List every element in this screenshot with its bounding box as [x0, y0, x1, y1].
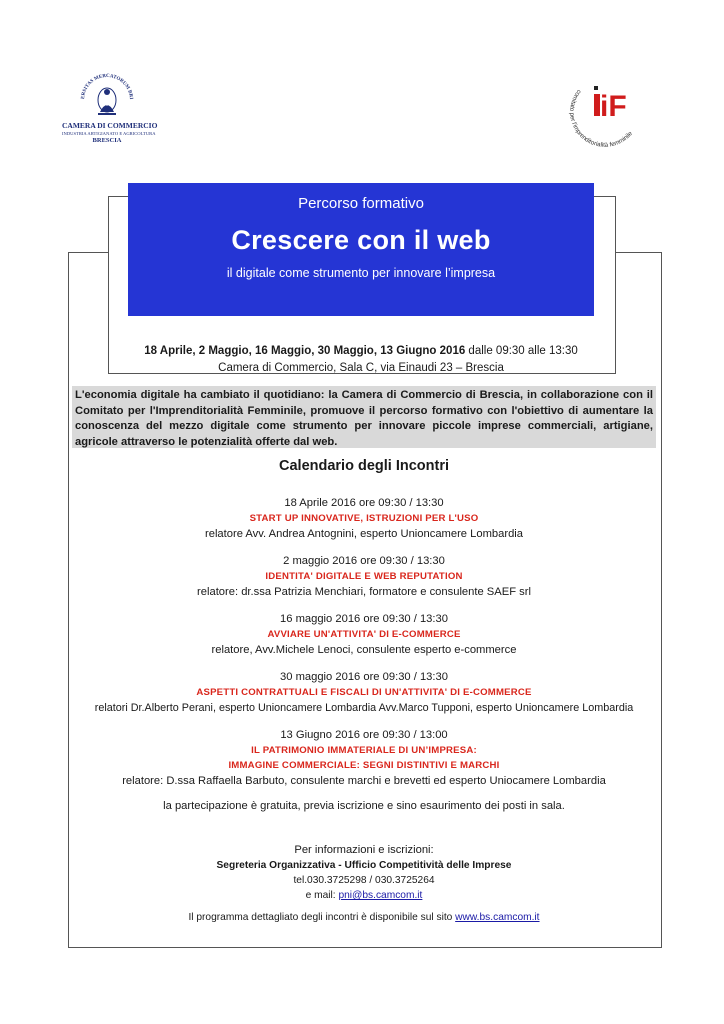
logo-line-3: BRESCIA	[92, 137, 122, 144]
event-title-line-2: IMMAGINE COMMERCIALE: SEGNI DISTINTIVI E MARCHI	[228, 760, 500, 771]
event-speaker: relatori Dr.Alberto Perani, esperto Unioncamere Lombardia Avv.Marco Tupponi, esperto Unioncamere Lombardia	[94, 702, 634, 714]
event-date: 18 Aprile 2016 ore 09:30 / 13:30	[284, 497, 444, 509]
event-date: 30 maggio 2016 ore 09:30 / 13:30	[280, 671, 448, 683]
banner-title: Crescere con il web	[231, 225, 491, 255]
email-link[interactable]: pni@bs.camcom.it	[338, 890, 423, 901]
event-title: START UP INNOVATIVE, ISTRUZIONI PER L'USO	[249, 513, 479, 524]
event-item	[68, 728, 660, 789]
participation-note: la partecipazione è gratuita, previa iscrizione e sino esaurimento dei posti in sala.	[163, 800, 565, 812]
logo-line-2: INDUSTRIA ARTIGIANATO E AGRICOLTURA	[62, 131, 156, 136]
event-date: 13 Giugno 2016 ore 09:30 / 13:00	[280, 729, 448, 741]
calendar-title: Calendario degli Incontri	[279, 458, 449, 474]
event-title: IDENTITA' DIGITALE E WEB REPUTATION	[265, 571, 463, 582]
summary-hours: dalle 09:30 alle 13:30	[465, 345, 578, 357]
event-speaker: relatore: D.ssa Raffaella Barbuto, consulente marchi e brevetti ed esperto Uniocamere Lombardia	[122, 775, 606, 787]
event-item	[68, 612, 660, 658]
program-note-text: Il programma dettagliato degli incontri è disponibile sul sito	[188, 912, 456, 923]
event-item	[68, 554, 660, 600]
summary-venue: Camera di Commercio, Sala C, via Einaudi 23 – Brescia	[218, 362, 504, 374]
event-item	[68, 496, 660, 542]
imprenditoria-femminile-logo	[564, 72, 646, 154]
logo-line-1: CAMERA DI COMMERCIO	[62, 121, 158, 130]
event-title: AVVIARE UN'ATTIVITA' DI E-COMMERCE	[267, 629, 461, 640]
banner-tagline: il digitale come strumento per innovare l’impresa	[226, 266, 496, 280]
title-banner	[128, 183, 594, 316]
event-speaker: relatore Avv. Andrea Antognini, esperto Unioncamere Lombardia	[205, 528, 523, 540]
program-note	[68, 912, 660, 923]
contact-block	[68, 843, 660, 903]
contact-phone: tel.030.3725298 / 030.3725264	[293, 875, 435, 886]
event-speaker: relatore: dr.ssa Patrizia Menchiari, formatore e consulente SAEF srl	[197, 586, 531, 598]
event-title: IL PATRIMONIO IMMATERIALE DI UN’IMPRESA:	[251, 745, 477, 756]
event-date: 16 maggio 2016 ore 09:30 / 13:30	[280, 613, 448, 625]
event-title: ASPETTI CONTRATTUALI E FISCALI DI UN'ATTIVITA' DI E-COMMERCE	[196, 687, 532, 698]
email-label: e mail:	[305, 890, 339, 901]
seal-icon	[78, 70, 136, 120]
banner-subtitle: Percorso formativo	[298, 195, 424, 212]
svg-text:iF: iF	[600, 90, 627, 123]
event-date: 2 maggio 2016 ore 09:30 / 13:30	[283, 555, 445, 567]
svg-text:comitato per l'imprenditoriali: comitato per l'imprenditorialità femminile	[568, 88, 634, 149]
event-speaker: relatore, Avv.Michele Lenoci, consulente esperto e-commerce	[211, 644, 517, 656]
contact-office: Segreteria Organizzativa - Ufficio Competitività delle Imprese	[216, 860, 512, 871]
intro-paragraph: L'economia digitale ha cambiato il quotidiano: la Camera di Commercio di Brescia, in collaborazione con il Comitato per l'Imprenditorialità Femminile, promuove il percorso formativo con l'obiettivo di aumentare la conoscenza del mezzo digitale come strumento per innovare piccole imprese commerciali, artigiane, agricole attraverso le potenzialità offerte dal web.	[72, 386, 656, 448]
summary-dates: 18 Aprile, 2 Maggio, 16 Maggio, 30 Maggio, 13 Giugno 2016	[144, 345, 466, 357]
website-link[interactable]: www.bs.camcom.it	[455, 912, 540, 923]
chamber-of-commerce-logo	[62, 70, 158, 152]
event-item	[68, 670, 660, 716]
schedule-summary	[108, 343, 614, 377]
contact-heading: Per informazioni e iscrizioni:	[294, 844, 434, 856]
if-logo-icon	[564, 72, 646, 154]
svg-text:UNIVERSITAS MERCATORUM BRIXIAE: ERSITAS MERCATORUM BRI	[80, 73, 134, 100]
